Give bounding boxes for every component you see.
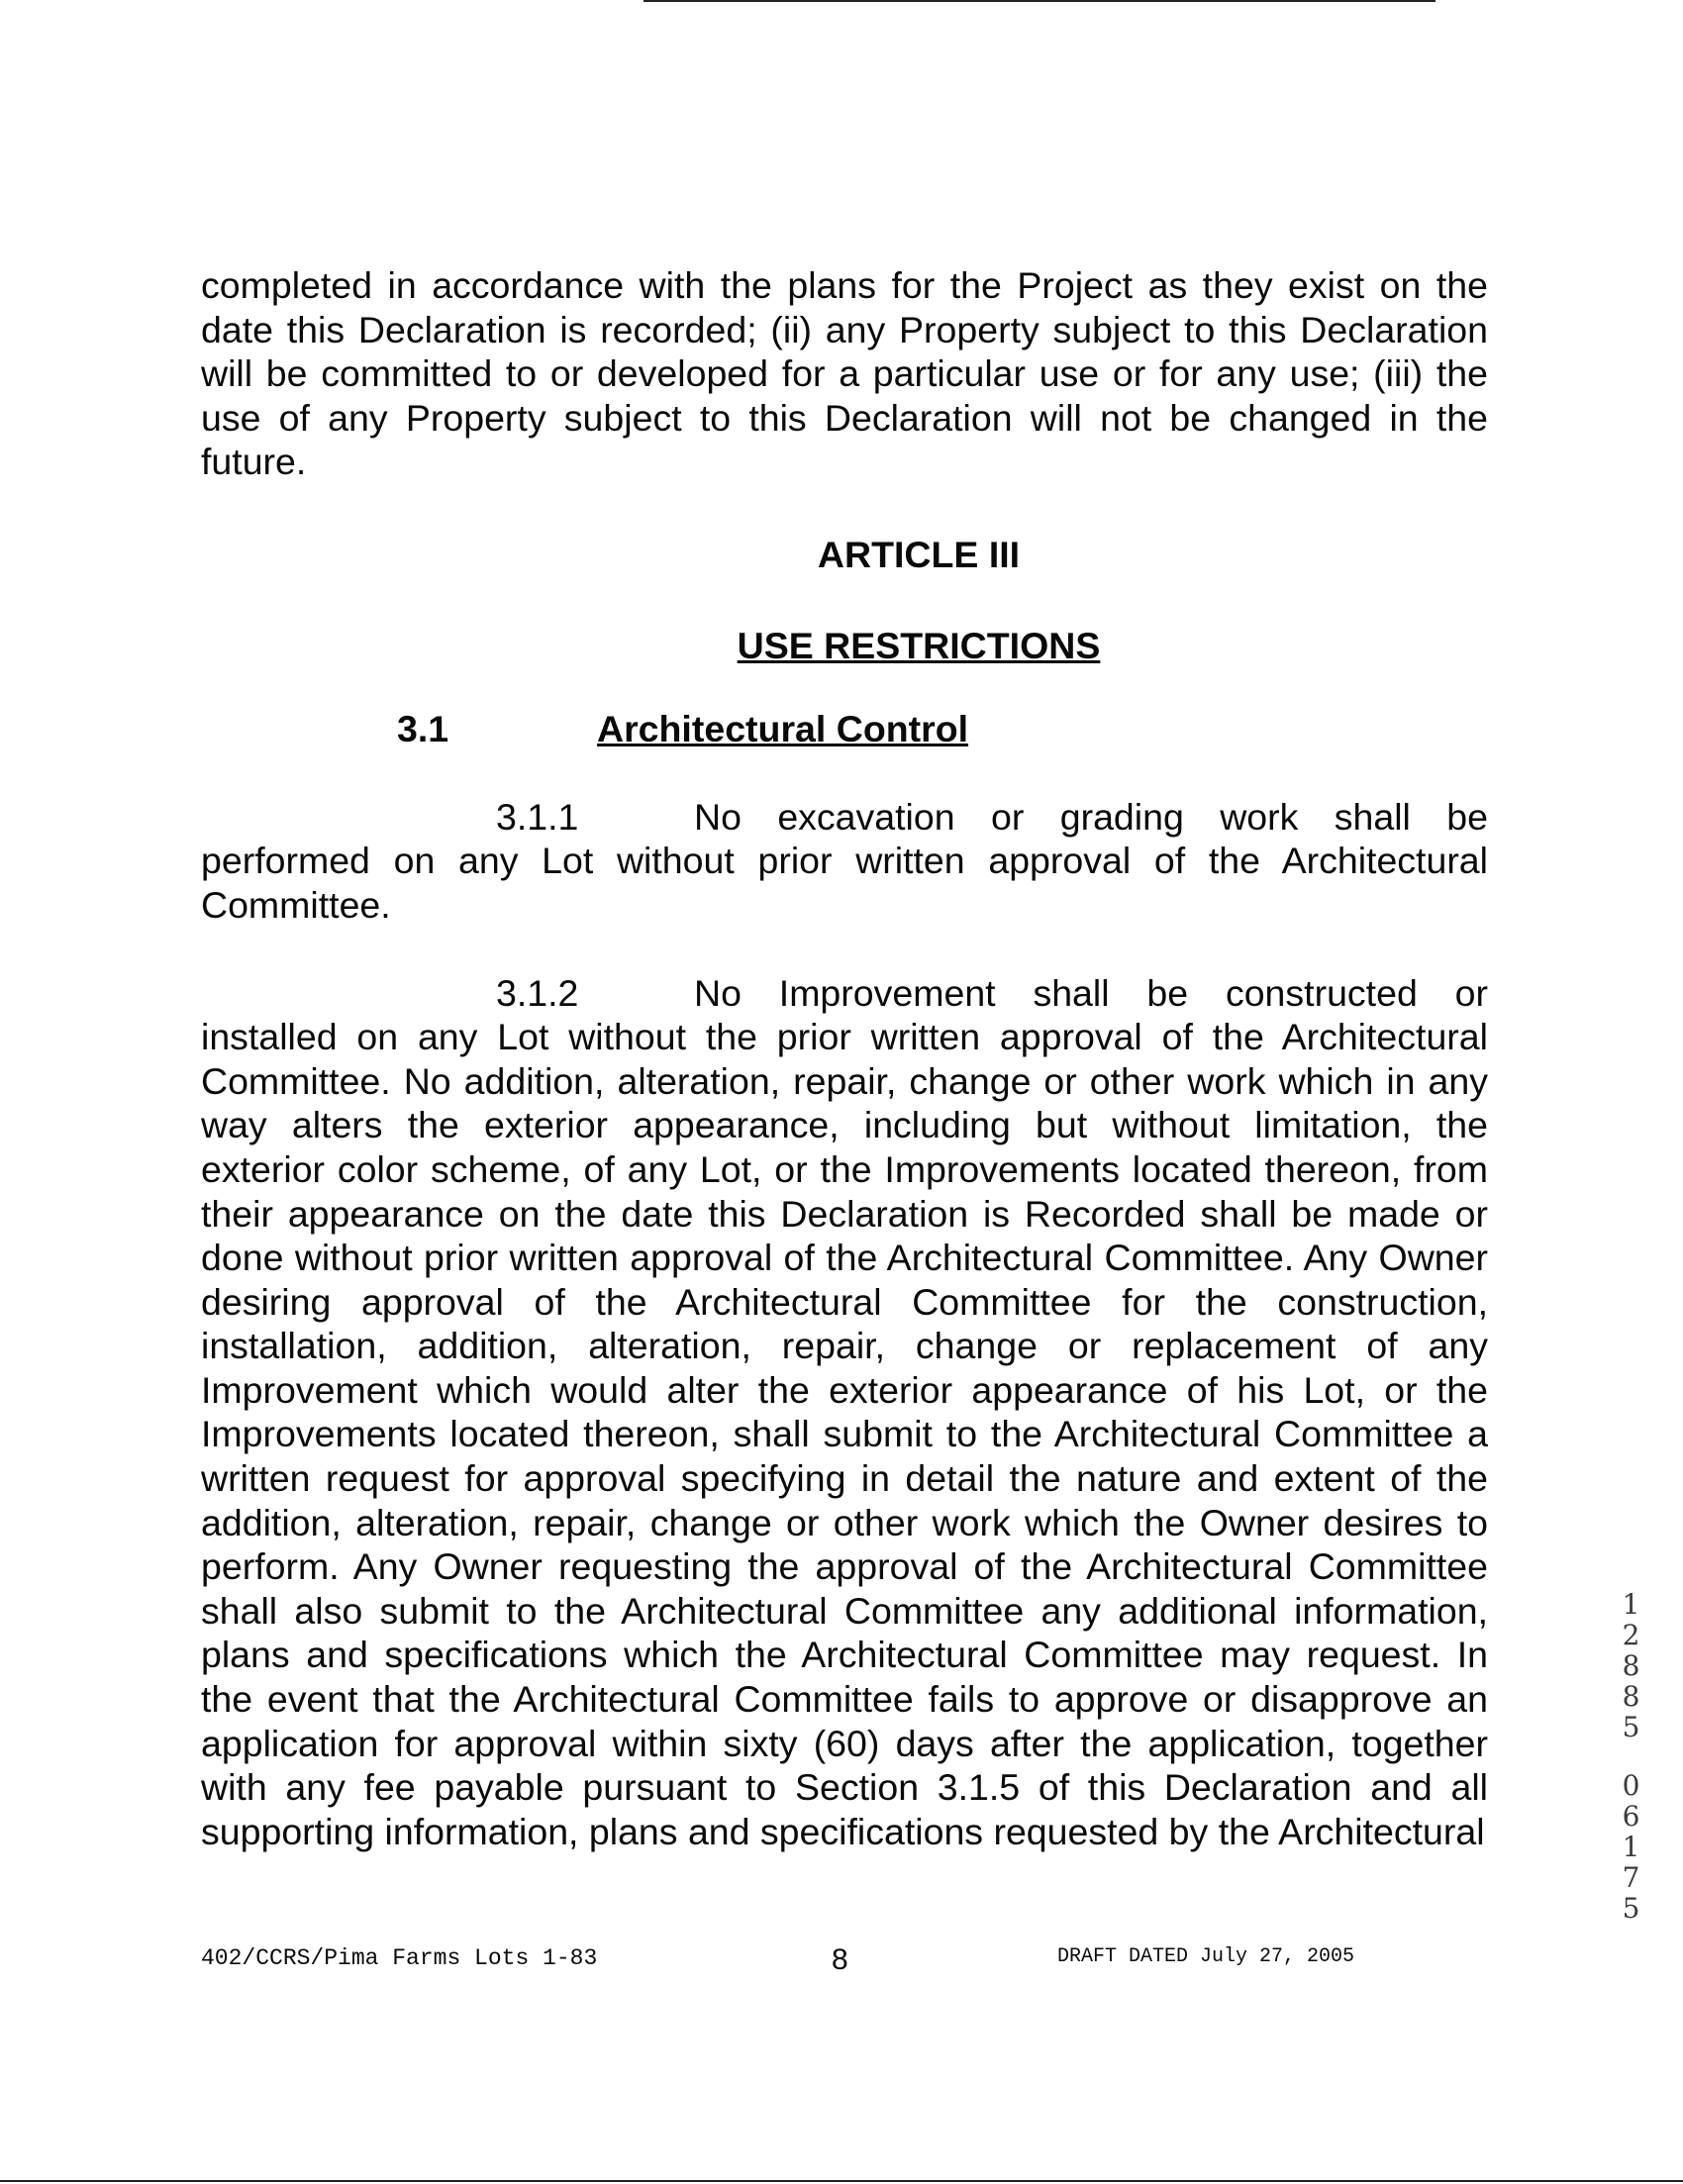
subsection-3-1-1	[201, 795, 1488, 928]
footer-page-number: 8	[832, 1943, 848, 1976]
subsection-first-line	[201, 971, 1488, 1016]
subsection-text: installed on any Lot without the prior written approval of the Architectural Committee. No addition, alteration, repair, change or other work which in any way alters the exterior appearance, including but without limitation, the exterior color scheme, of any Lot, or the Improvements located thereon, from their appearance on the date this Declaration is Recorded shall be made or done without prior written approval of the Architectural Committee. Any Owner desiring approval of the Architectural Committee for the construction, installation, addition, alteration, repair, change or replacement of any Improvement which would alter the exterior appearance of his Lot, or the Improvements located thereon, shall submit to the Architectural Committee a written request for approval specifying in detail the nature and extent of the addition, alteration, repair, change or other work which the Owner desires to perform. Any Owner requesting the approval of the Architectural Committee shall also submit to the Architectural Committee any additional information, plans and specifications which the Architectural Committee may request. In the event that the Architectural Committee fails to approve or disapprove an application for approval within sixty (60) days after the application, together with any fee payable pursuant to Section 3.1.5 of this Declaration and all supporting information, plans and specifications requested by the Architectural	[201, 1016, 1488, 1852]
recording-stamp	[1604, 1588, 1647, 1923]
section-heading	[201, 707, 1488, 751]
section-title: Architectural Control	[597, 708, 969, 750]
section-number: 3.1	[397, 708, 449, 750]
document-body	[201, 263, 1488, 1853]
recording-stamp-part1: 12885	[1615, 1588, 1647, 1741]
subsection-number: 3.1.1	[496, 795, 579, 838]
subsection-text: performed on any Lot without prior written approval of the Architectural Committee.	[201, 840, 1488, 926]
intro-paragraph: completed in accordance with the plans for the Project as they exist on the date this Declaration is recorded; (ii) any Property subject to this Declaration will be committed to or developed for a particular use or for any use; (iii) the use of any Property subject to this Declaration will not be changed in the future.	[201, 264, 1488, 483]
page-footer	[201, 1945, 1488, 1985]
subsection-lead-text: No Improvement shall be constructed or	[694, 971, 1488, 1014]
recording-stamp-part2: 06175	[1615, 1769, 1647, 1923]
scan-edge-top	[644, 0, 1436, 2]
scan-edge-bottom	[0, 2180, 1683, 2182]
subsection-first-line	[201, 795, 1488, 840]
article-title: USE RESTRICTIONS	[737, 624, 1101, 666]
subsection-number: 3.1.2	[496, 971, 579, 1014]
footer-doc-id: 402/CCRS/Pima Farms Lots 1-83	[201, 1945, 598, 1971]
subsection-lead-text: No excavation or grading work shall be	[694, 795, 1488, 838]
subsection-3-1-2	[201, 971, 1488, 1854]
article-heading: ARTICLE III	[817, 533, 1021, 575]
footer-draft-date: DRAFT DATED July 27, 2005	[1057, 1945, 1355, 1968]
